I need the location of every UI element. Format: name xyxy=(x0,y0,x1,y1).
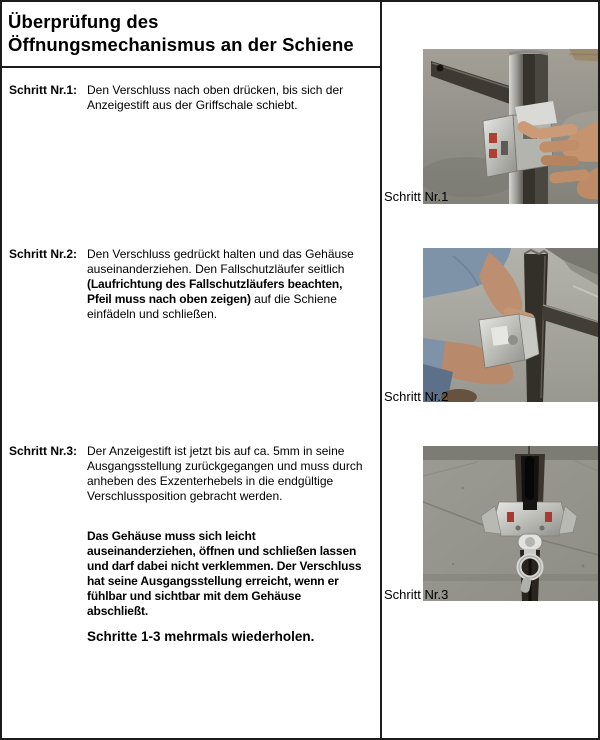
step-2-photo-caption: Schritt Nr.2 xyxy=(384,389,449,404)
page-title: Überprüfung des Öffnungsmechanismus an der Schiene xyxy=(8,11,354,55)
housing-check-note: Das Gehäuse muss sich leicht auseinanderziehen, öffnen und schließen lassen und darf dabei nicht verklemmen. Der Verschluss hat seine Ausgangsstellung erreicht, wenn er fühlbar und sichtbar mit dem Gehäuse abschließt. xyxy=(87,529,362,618)
step-2-label: Schritt Nr.2: xyxy=(9,247,78,261)
step-1-description: Den Verschluss nach oben drücken, bis sich der Anzeigestift aus der Griffschale schiebt. xyxy=(87,83,344,112)
step-2-description: Den Verschluss gedrückt halten und das Gehäuse auseinanderziehen. Den Fallschutzläufer seitlich (Laufrichtung des Fallschutzläufers beachten, Pfeil muss nach oben zeigen) auf die Schiene einfädeln und schließen. xyxy=(87,247,354,321)
hands-pushing-lock-upward-on-rail-illustration xyxy=(423,49,600,204)
step-3-label: Schritt Nr.3: xyxy=(9,444,78,458)
step-1-photo xyxy=(423,49,600,204)
column-divider-rule xyxy=(380,2,382,738)
step-3-photo xyxy=(423,446,600,601)
step-3-description: Der Anzeigestift ist jetzt bis auf ca. 5mm in seine Ausgangsstellung zurückgegangen und muss durch anheben des Exzenterhebels in die endgültige Verschlussposition gebracht werden. xyxy=(87,444,363,503)
step-1-label: Schritt Nr.1: xyxy=(9,83,78,97)
hands-threading-fall-arrester-onto-rail-illustration xyxy=(423,248,600,402)
step-1-photo-caption: Schritt Nr.1 xyxy=(384,189,449,204)
repeat-instruction: Schritte 1-3 mehrmals wiederholen. xyxy=(87,629,315,644)
step-2-photo xyxy=(423,248,600,402)
title-divider-rule xyxy=(2,66,380,68)
step-3-photo-caption: Schritt Nr.3 xyxy=(384,587,449,602)
fall-arrester-closed-on-rail-front-view-illustration xyxy=(423,446,600,601)
